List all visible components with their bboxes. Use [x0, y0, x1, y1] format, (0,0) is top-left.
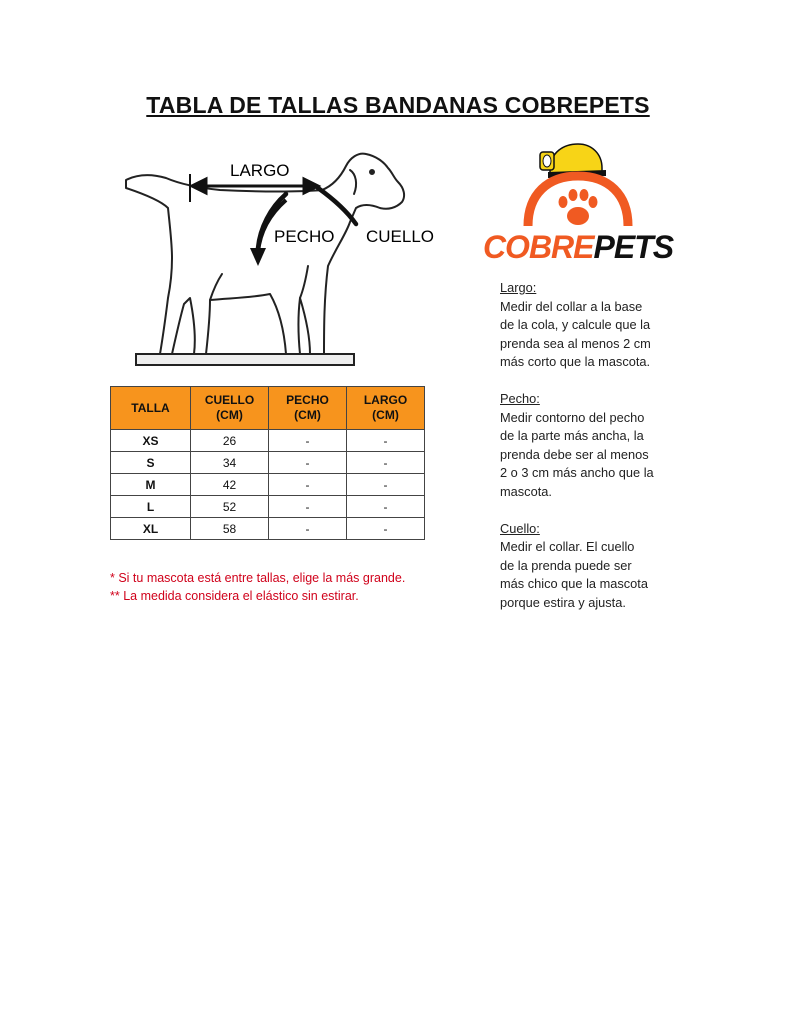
- label-pecho: PECHO: [274, 227, 335, 246]
- instruction-cuello: [500, 520, 680, 613]
- cuello-cell: 26: [191, 430, 269, 452]
- pecho-cell: -: [269, 452, 347, 474]
- instruction-line: mascota.: [500, 483, 552, 499]
- instruction-line: Medir del collar a la base: [500, 298, 643, 314]
- largo-cell: -: [347, 430, 425, 452]
- instruction-line: de la cola, y calcule que la: [500, 317, 651, 333]
- size-cell: L: [111, 496, 191, 518]
- largo-cell: -: [347, 452, 425, 474]
- instruction-heading: Cuello:: [500, 520, 540, 536]
- instruction-heading: Pecho:: [500, 390, 540, 406]
- instruction-line: más corto que la mascota.: [500, 354, 651, 370]
- size-cell: M: [111, 474, 191, 496]
- pecho-arrow-head: [250, 248, 266, 266]
- size-table: [110, 386, 425, 540]
- largo-cell: -: [347, 496, 425, 518]
- instruction-largo: [500, 279, 680, 372]
- dog-measurement-diagram: [110, 148, 440, 370]
- floor-platform: [136, 354, 354, 365]
- cuello-cell: 52: [191, 496, 269, 518]
- table-row: [111, 518, 425, 540]
- largo-cell: -: [347, 518, 425, 540]
- header-cuello: CUELLO (CM): [191, 387, 269, 430]
- table-row: [111, 452, 425, 474]
- table-row: [111, 496, 425, 518]
- instruction-line: 2 o 3 cm más ancho que la: [500, 465, 654, 481]
- pecho-cell: -: [269, 474, 347, 496]
- instruction-heading: Largo:: [500, 280, 537, 295]
- instruction-line: prenda debe ser al menos: [500, 446, 649, 462]
- dog-silhouette: [126, 154, 404, 354]
- table-row: [111, 430, 425, 452]
- cuello-cell: 58: [191, 518, 269, 540]
- note-line: * Si tu mascota está entre tallas, elige la más grande.: [110, 571, 406, 585]
- largo-cell: -: [347, 474, 425, 496]
- instruction-line: Medir el collar. El cuello: [500, 539, 635, 555]
- size-cell: XL: [111, 518, 191, 540]
- label-largo: LARGO: [230, 161, 290, 180]
- instruction-line: Medir contorno del pecho: [500, 409, 645, 425]
- pecho-cell: -: [269, 518, 347, 540]
- cuello-cell: 42: [191, 474, 269, 496]
- paw-icon: [559, 189, 598, 225]
- notes: [110, 569, 405, 605]
- instruction-line: porque estira y ajusta.: [500, 594, 626, 610]
- table-header-row: [111, 387, 425, 430]
- logo-text-cobre: COBRE: [482, 229, 594, 265]
- measurement-instructions: [500, 279, 680, 631]
- size-cell: XS: [111, 430, 191, 452]
- instruction-line: de la parte más ancha, la: [500, 428, 644, 444]
- logo-text-pets: PETS: [593, 229, 674, 265]
- page-title: TABLA DE TALLAS BANDANAS COBREPETS: [146, 92, 650, 118]
- header-talla: TALLA: [111, 387, 191, 430]
- logo-text: [483, 229, 675, 265]
- instruction-line: más chico que la mascota: [500, 576, 648, 592]
- pecho-cell: -: [269, 496, 347, 518]
- pecho-cell: -: [269, 430, 347, 452]
- cobrepets-logo: [482, 140, 674, 266]
- header-largo: LARGO (CM): [347, 387, 425, 430]
- header-pecho: PECHO (CM): [269, 387, 347, 430]
- instruction-line: de la prenda puede ser: [500, 557, 632, 573]
- table-row: [111, 474, 425, 496]
- label-cuello: CUELLO: [366, 227, 435, 246]
- cuello-cell: 34: [191, 452, 269, 474]
- size-cell: S: [111, 452, 191, 474]
- instruction-pecho: [500, 390, 680, 502]
- note-line: ** La medida considera el elástico sin estirar.: [110, 589, 359, 603]
- instruction-line: prenda sea al menos 2 cm: [500, 335, 651, 351]
